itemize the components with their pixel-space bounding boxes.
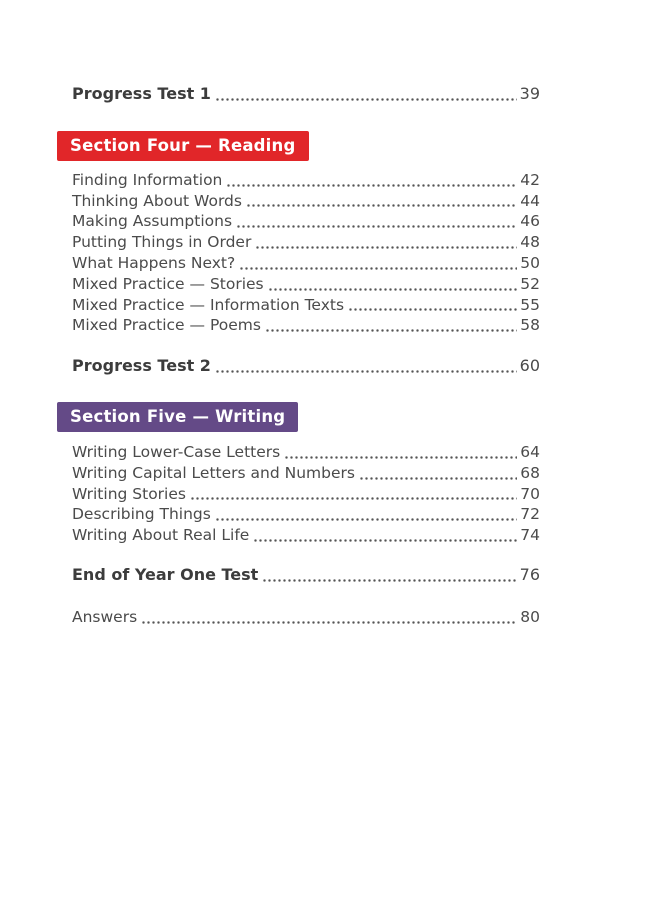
toc-entry-page: 55 [520,295,540,314]
toc-entry [72,484,540,505]
dot-leader [262,565,516,586]
dot-leader [215,356,517,377]
toc-entry [72,525,540,546]
toc-entry [72,463,540,484]
toc-entry-title: Thinking About Words [72,191,242,210]
toc-entry-title: Mixed Practice — Poems [72,316,261,335]
toc-entry [72,170,540,191]
toc-entry-title: End of Year One Test [72,564,259,584]
dot-leader [226,170,517,191]
dot-leader [359,463,517,484]
toc-entry [72,211,540,232]
toc-entry-page: 68 [520,463,540,482]
toc-entry-title: Mixed Practice — Information Texts [72,295,345,314]
toc-entry-page: 39 [519,84,540,103]
dot-leader [284,442,517,463]
toc-entry-title: Finding Information [72,170,223,189]
toc-entry [72,253,540,274]
toc-entry-page: 76 [519,564,540,584]
toc-entry [72,295,540,316]
toc-entry-page: 48 [520,233,540,252]
toc-entry-title: Writing Lower-Case Letters [72,442,281,461]
toc-entry-page: 72 [520,505,540,524]
toc-entry-end-of-year-test [72,565,540,586]
toc-entry-answers [72,607,540,628]
toc-entry-title: Making Assumptions [72,212,233,231]
toc-entry-page: 80 [520,607,540,626]
toc-entry-page: 50 [520,253,540,272]
section-four-item-list [72,170,540,336]
toc-entry [72,191,540,212]
section-five-item-list [72,442,540,546]
toc-entry-title: What Happens Next? [72,253,236,272]
toc-entry-page: 46 [520,212,540,231]
toc-entry-page: 42 [520,170,540,189]
dot-leader [246,191,517,212]
toc-entry [72,504,540,525]
toc-entry-title: Answers [72,607,138,626]
section-four-banner: Section Four — Reading [57,131,309,161]
toc-entry-title: Writing Capital Letters and Numbers [72,463,355,482]
toc-entry-title: Putting Things in Order [72,233,252,252]
dot-leader [141,607,517,628]
dot-leader [215,84,517,105]
dot-leader [190,484,517,505]
dot-leader [255,232,517,253]
dot-leader [348,295,517,316]
toc-entry-title: Describing Things [72,505,211,524]
dot-leader [253,525,517,546]
toc-entry-progress-test-1 [72,84,540,105]
dot-leader [215,504,517,525]
dot-leader [239,253,517,274]
toc-entry-page: 58 [520,316,540,335]
toc-entry-page: 64 [520,442,540,461]
toc-entry [72,442,540,463]
toc-entry-page: 70 [520,484,540,503]
toc-entry-progress-test-2 [72,356,540,377]
toc-entry-title: Writing Stories [72,484,186,503]
toc-entry [72,315,540,336]
toc-entry-title: Progress Test 2 [72,356,211,376]
toc-entry-page: 44 [520,191,540,210]
dot-leader [265,315,517,336]
toc-entry-title: Writing About Real Life [72,526,250,545]
toc-entry [72,274,540,295]
toc-entry-page: 74 [520,526,540,545]
toc-entry-page: 52 [520,274,540,293]
dot-leader [268,274,518,295]
toc-entry-page: 60 [519,356,540,376]
toc-entry [72,232,540,253]
toc-entry-title: Mixed Practice — Stories [72,274,264,293]
toc-entry-title: Progress Test 1 [72,84,211,103]
dot-leader [236,211,517,232]
section-five-banner: Section Five — Writing [57,402,298,432]
